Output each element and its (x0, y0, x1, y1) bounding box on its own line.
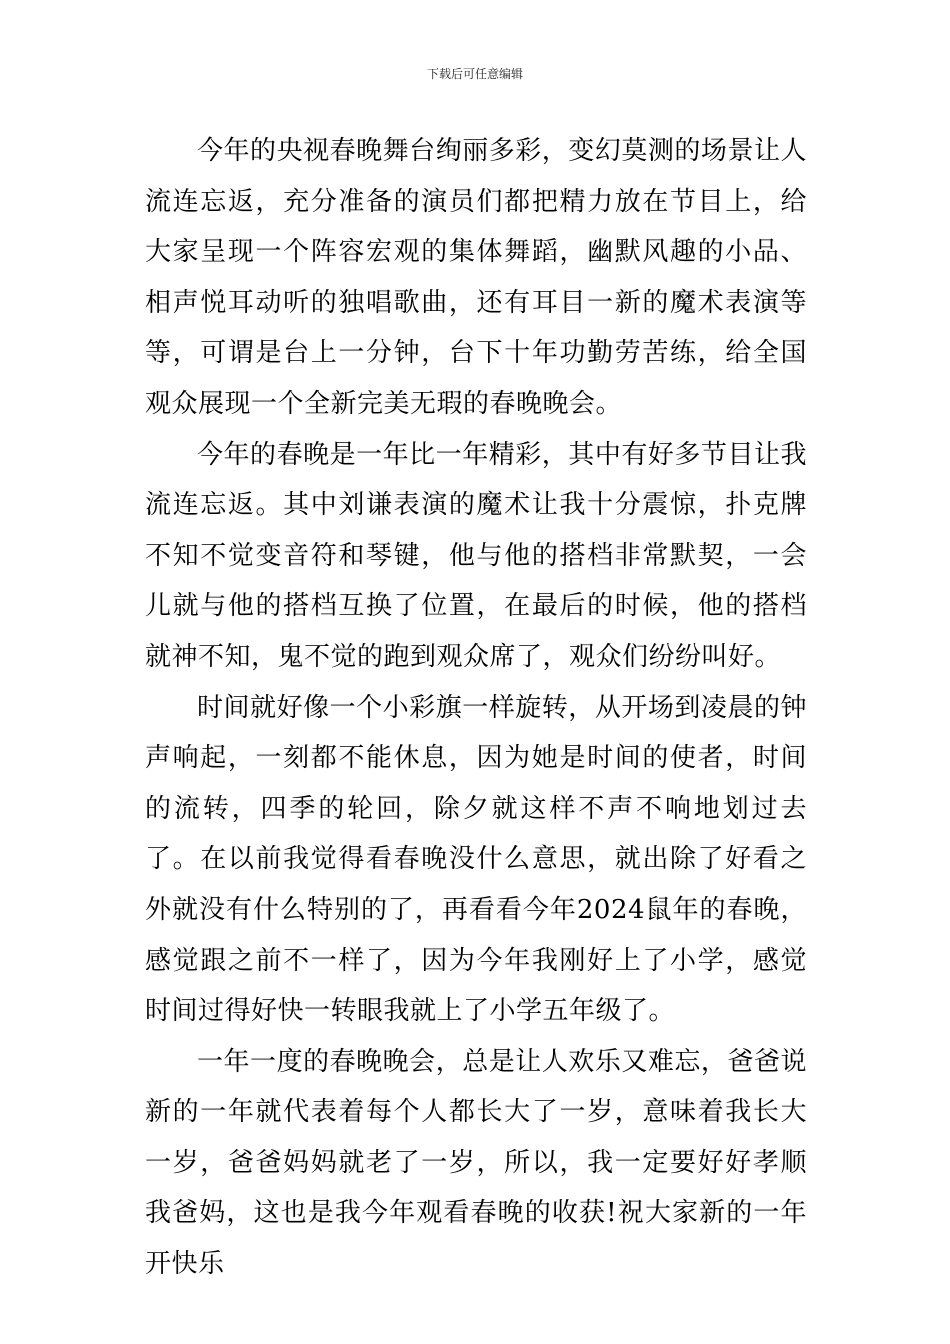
paragraph-4: 一年一度的春晚晚会，总是让人欢乐又难忘，爸爸说新的一年就代表着每个人都长大了一岁，意味着我长大一岁，爸爸妈妈就老了一岁，所以，我一定要好好孝顺我爸妈，这也是我今年观看春晚的收获!祝大家新的一年开快乐 (145, 1046, 807, 1280)
paragraph-1: 今年的央视春晚舞台绚丽多彩，变幻莫测的场景让人流连忘返，充分准备的演员们都把精力放在节目上，给大家呈现一个阵容宏观的集体舞蹈，幽默风趣的小品、相声悦耳动听的独唱歌曲，还有耳目一新的魔术表演等等，可谓是台上一分钟，台下十年功勤劳苦练，给全国观众展现一个全新完美无瑕的春晚晚会。 (145, 136, 807, 419)
download-note: 下载后可任意编辑 (426, 67, 523, 81)
paragraph-2: 今年的春晚是一年比一年精彩，其中有好多节目让我流连忘返。其中刘谦表演的魔术让我十分震惊，扑克牌不知不觉变音符和琴键，他与他的搭档非常默契，一会儿就与他的搭档互换了位置，在最后的时候，他的搭档就神不知，鬼不觉的跑到观众席了，观众们纷纷叫好。 (145, 439, 807, 672)
article-body (145, 126, 807, 1290)
paragraph-3: 时间就好像一个小彩旗一样旋转，从开场到凌晨的钟声响起，一刻都不能休息，因为她是时间的使者，时间的流转，四季的轮回，除夕就这样不声不响地划过去了。在以前我觉得看春晚没什么意思，就出除了好看之外就没有什么特别的了，再看看今年2024鼠年的春晚，感觉跟之前不一样了，因为今年我刚好上了小学，感觉时间过得好快一转眼我就上了小学五年级了。 (145, 692, 807, 1027)
